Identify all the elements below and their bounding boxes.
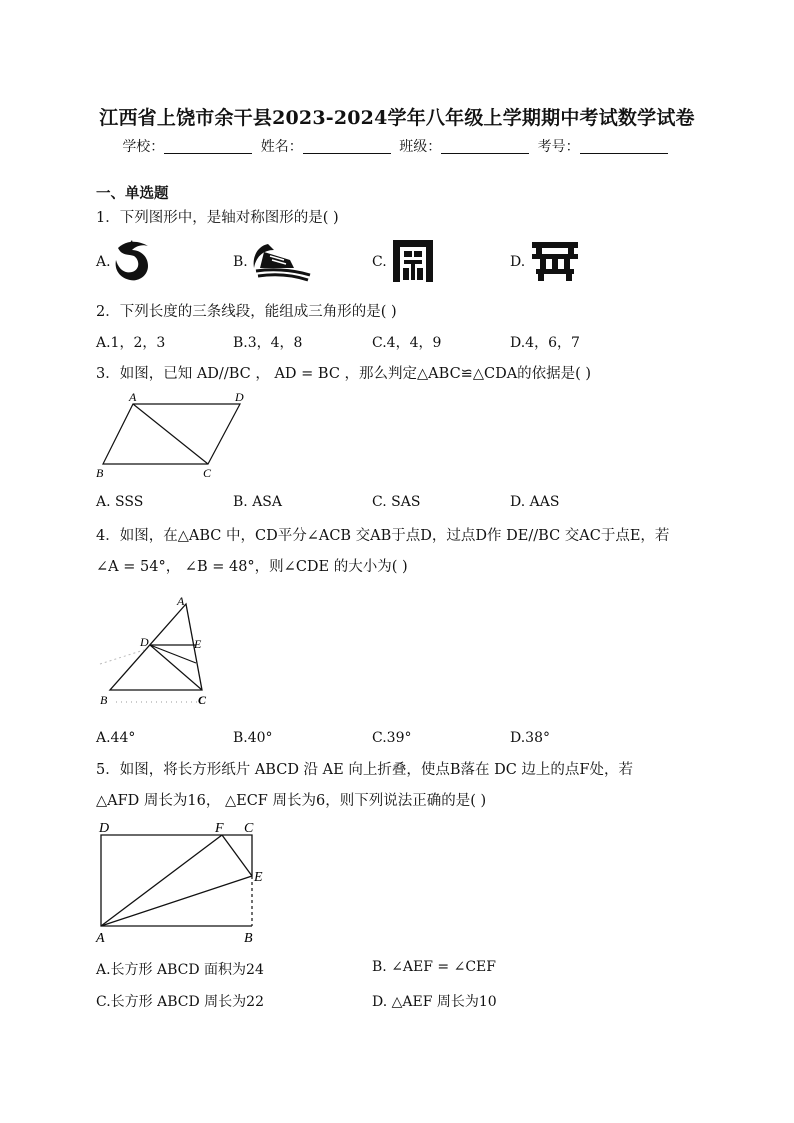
q3-label-c: C	[203, 466, 212, 480]
q5-label-e: E	[254, 870, 263, 885]
q3-option-c: C. SAS	[372, 494, 421, 510]
q4-label-b: B	[100, 693, 108, 707]
q3-label-a: A	[129, 390, 137, 404]
question-3-stem: 3．如图，已知 AD//BC ， AD = BC ，那么判定△ABC≌△CDA的依据是( )	[96, 366, 592, 382]
q5-option-a: A.长方形 ABCD 面积为24	[96, 962, 264, 978]
q2-option-b: B.3，4，8	[233, 335, 303, 351]
q5-option-b: B. ∠AEF = ∠CEF	[372, 959, 496, 975]
question-4-stem-line-1: 4．如图，在△ABC 中，CD平分∠ACB 交AB于点D，过点D作 DE//BC 交AC于点E，若	[96, 528, 670, 544]
q4-option-b: B.40°	[233, 730, 273, 746]
q4-label-d: D	[140, 635, 149, 649]
page-title: 江西省上饶市余干县2023-2024学年八年级上学期期中考试数学试卷	[99, 107, 695, 129]
exam-number-blank	[580, 139, 668, 154]
q3-parallelogram-figure	[90, 388, 260, 480]
q3-option-b: B. ASA	[233, 494, 282, 510]
q4-option-d: D.38°	[510, 730, 550, 746]
q1-option-c-label: C.	[372, 254, 387, 270]
question-1-stem: 1．下列图形中，是轴对称图形的是( )	[96, 210, 339, 226]
q5-rectangle-fold-figure	[94, 818, 274, 948]
q1-option-d-label: D.	[510, 254, 526, 270]
q3-label-b: B	[96, 466, 104, 480]
q1-option-a-emblem-icon	[112, 238, 160, 284]
q5-label-b: B	[244, 931, 253, 946]
q4-label-c: C	[198, 693, 207, 707]
q1-option-b-ship-icon	[250, 238, 314, 284]
q5-label-c: C	[244, 821, 254, 836]
q4-option-c: C.39°	[372, 730, 412, 746]
class-blank	[441, 139, 529, 154]
q3-option-d: D. AAS	[510, 494, 560, 510]
question-4-stem-line-2: ∠A = 54°， ∠B = 48°，则∠CDE 的大小为( )	[96, 559, 408, 575]
q1-option-a-label: A.	[96, 254, 111, 270]
exam-number-label: 考号：	[537, 139, 580, 155]
question-2-stem: 2．下列长度的三条线段，能组成三角形的是( )	[96, 304, 397, 320]
q5-option-d: D. △AEF 周长为10	[372, 994, 497, 1010]
q1-option-d-pattern-icon	[530, 240, 580, 282]
name-label: 姓名：	[260, 139, 303, 155]
question-5-stem-line-2: △AFD 周长为16， △ECF 周长为6，则下列说法正确的是( )	[96, 793, 487, 809]
school-blank	[164, 139, 252, 154]
q2-option-c: C.4，4，9	[372, 335, 442, 351]
q2-option-a: A.1，2，3	[96, 335, 166, 351]
class-label: 班级：	[399, 139, 442, 155]
q5-label-a: A	[96, 931, 105, 946]
question-5-stem-line-1: 5．如图，将长方形纸片 ABCD 沿 AE 向上折叠，使点B落在 DC 边上的点F处，若	[96, 762, 633, 778]
q4-option-a: A.44°	[96, 730, 136, 746]
q1-option-c-pattern-icon	[390, 238, 436, 284]
q2-option-d: D.4，6，7	[510, 335, 580, 351]
q3-option-a: A. SSS	[96, 494, 144, 510]
section-heading: 一、单选题	[96, 185, 169, 202]
school-label: 学校：	[122, 139, 165, 155]
name-blank	[303, 139, 391, 154]
q3-label-d: D	[235, 390, 244, 404]
q5-option-c: C.长方形 ABCD 周长为22	[96, 994, 264, 1010]
q4-label-a: A	[177, 594, 185, 608]
q4-triangle-figure	[96, 592, 226, 710]
student-info-line	[0, 136, 794, 156]
q1-option-b-label: B.	[233, 254, 248, 270]
q4-label-e: E	[194, 637, 202, 651]
q5-label-f: F	[215, 821, 224, 836]
q5-label-d: D	[99, 821, 110, 836]
